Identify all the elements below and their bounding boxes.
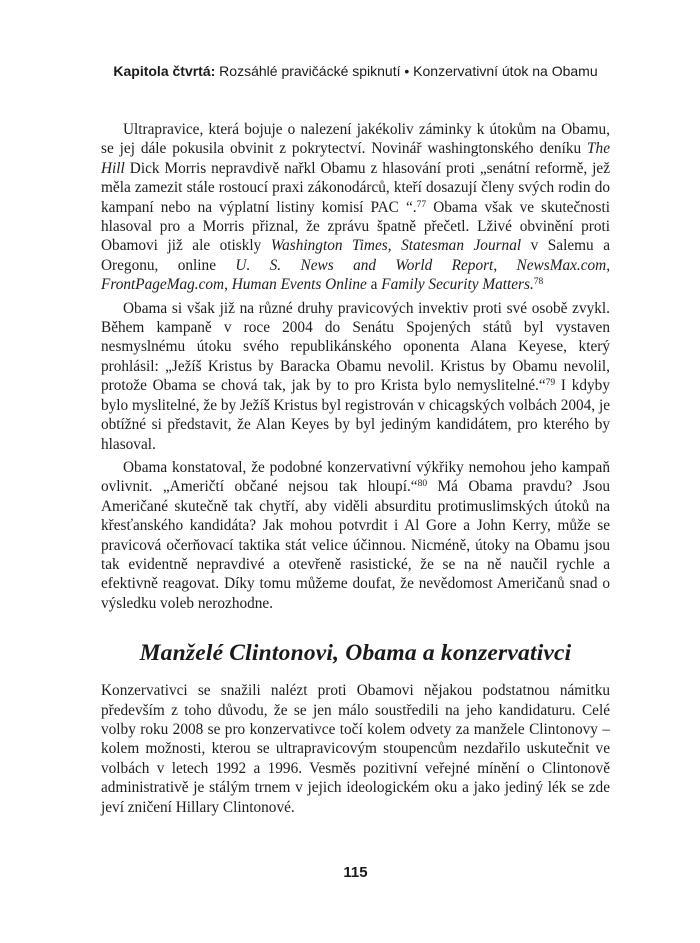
text-block: [101, 120, 610, 817]
italic-publication: Statesman Journal: [401, 237, 522, 255]
paragraph-2: [101, 299, 610, 454]
italic-publication: NewsMax.com: [516, 256, 607, 274]
text-run: Konzervativci se snažili nalézt proti Obamovi nějakou podstatnou námitku především z toho důvodu, že se jen málo soustředili na jeho kandidaturu. Celé volby roku 2008 se pro konzervativce točí kolem odvety za manžele Clintonovy – kolem možnosti, kterou se ultrapravicovým stoupencům nezdařilo uskutečnit ve volbách v letech 1992 a 1996. Vesměs pozitivní veřejné mínění o Clintonově administrativě je stálým trnem v jejich ideologickém oku a jako jediný lék se zde jeví zničení Hillary Clintonové.: [101, 682, 610, 816]
footnote-reference: 79: [545, 378, 556, 389]
text-run: Má Obama pravdu? Jsou Američané skutečně tak chytří, aby viděli absurditu protimuslimských útoků na křesťanského kandidáta? Jak mohou potvrdit i Al Gore a John Kerry, může se pravicová očerňovací taktika stát velice účinnou. Nicméně, útoky na Obamu jsou tak evidentně nepravdivé a otevřeně rasistické, že se na ně naučil rychle a efektivně reagovat. Díky tomu můžeme doufat, že nevědomost Američanů snad o výsledku voleb nerozhodne.: [101, 478, 610, 612]
italic-publication: U. S. News and World Report: [235, 256, 494, 274]
text-run: ,: [606, 256, 611, 274]
text-run: a: [366, 276, 382, 294]
footnote-reference: 80: [417, 479, 428, 490]
paragraph-4: [101, 681, 610, 817]
italic-publication: Washington Times: [270, 237, 388, 255]
text-run: Obama konstatoval, že podobné konzervativní výkřiky nemohou jeho kampaň ovlivnit. „Američtí občané nejsou tak hloupí.“: [101, 458, 610, 496]
italic-publication: Family Security Matters.: [381, 276, 534, 294]
text-run: Ultrapravice, která bojuje o nalezení jakékoliv záminky k útokům na Obamu, se jej dále pokusila obvinit z pokrytectví. Novinář washingtonského deníku: [101, 121, 610, 158]
paragraph-1: [101, 120, 610, 295]
paragraph-3: [101, 458, 610, 613]
italic-publication: The Hill: [101, 140, 610, 177]
chapter-title: Rozsáhlé pravičácké spiknutí • Konzervativní útok na Obamu: [215, 63, 598, 79]
footnote-reference: 78: [533, 277, 544, 288]
italic-publication: FrontPageMag.com: [101, 276, 225, 294]
text-run: Dick Morris nepravdivě nařkl Obamu z hlasování proti „senátní reformě, jež měla zamezit stále rostoucí praxi zákonodárců, kteří dosazují členy svých rodin do kampaní nebo na výplatní listiny komisí PAC “.: [101, 159, 610, 216]
section-heading: Manželé Clintonovi, Obama a konzervativci: [139, 640, 572, 667]
text-run: v Salemu a Oregonu, online: [101, 237, 610, 274]
chapter-label: Kapitola čtvrtá:: [113, 63, 216, 79]
running-header: [101, 62, 610, 80]
text-run: Obama si však již na různé druhy pravicových invektiv proti své osobě zvykl. Během kampaně v roce 2004 do Senátu Spojených států byl vystaven nesmyslnému útoku svého republikánského oponenta Alana Keyese, který prohlásil: „Ježíš Kristus by Baracka Obamu nevolil. Kristus by Obamu nevolil, protože Obama se chová tak, jak by to pro Krista bylo nemyslitelné.“: [101, 299, 610, 395]
text-run: Obama však ve skutečnosti hlasoval pro a Morris přiznal, že zprávu špatně přečetl. Lživé obvinění proti Obamovi již ale otiskly: [101, 198, 610, 255]
text-run: ,: [493, 256, 517, 274]
text-run: ,: [224, 276, 232, 294]
text-run: ,: [387, 237, 402, 255]
footnote-reference: 77: [416, 199, 427, 210]
text-run: I kdyby bylo myslitelné, že by Ježíš Kristus byl registrován v chicagských volbách 2004, je obtížné si představit, že Alan Keyes by byl jediným kandidátem, pro kterého by hlasoval.: [101, 377, 610, 453]
italic-publication: Human Events Online: [231, 276, 367, 294]
page-number: 115: [343, 864, 368, 881]
